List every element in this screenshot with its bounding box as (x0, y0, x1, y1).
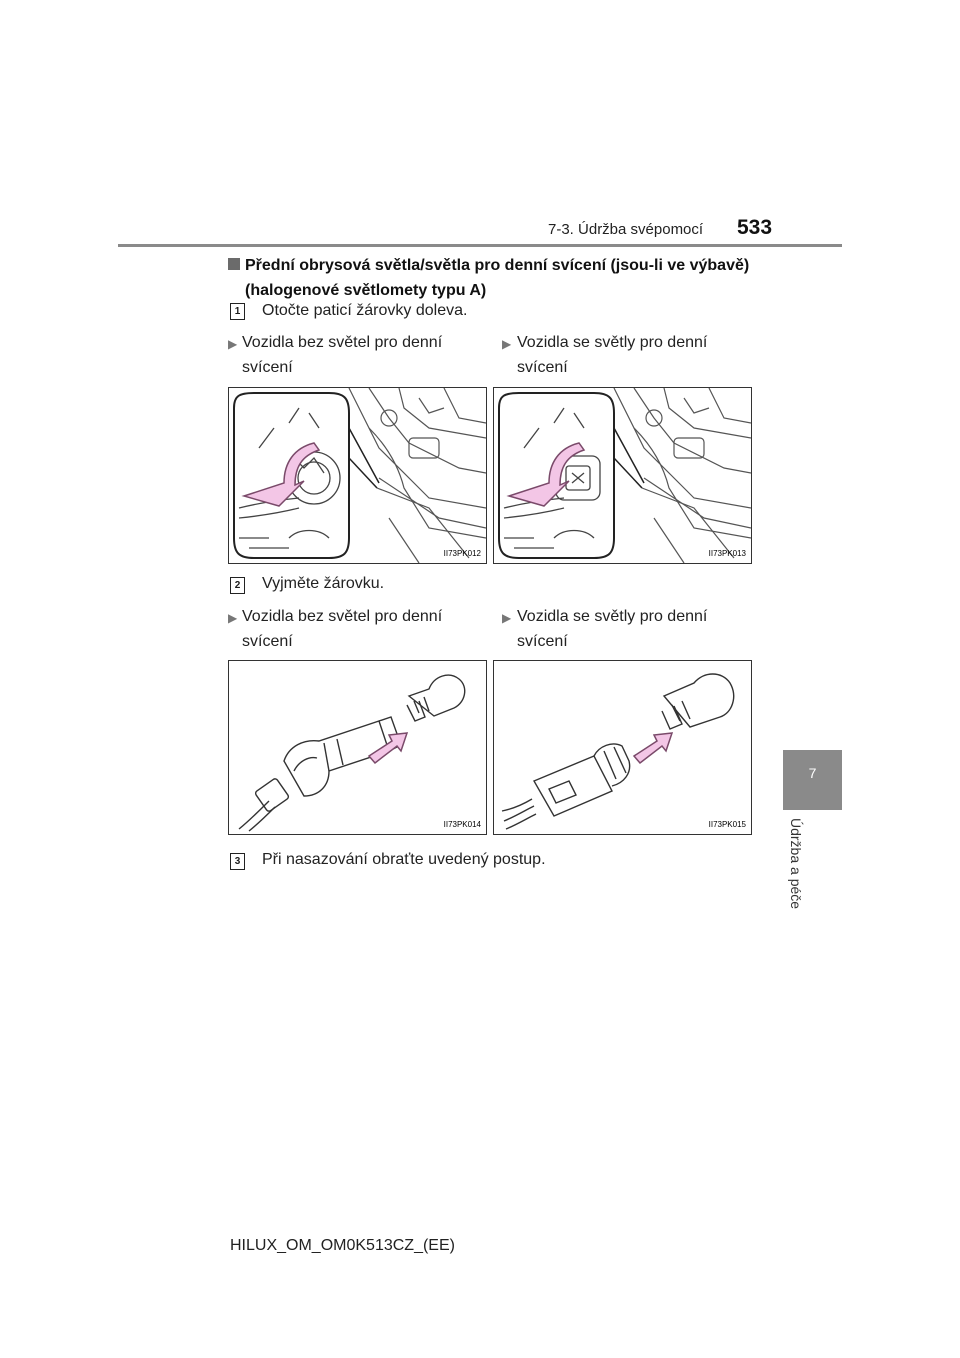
page-number: 533 (737, 216, 773, 239)
step-1-variant-1-label: Vozidla bez světel pro denní svícení (242, 334, 443, 376)
chapter-label-text: Údržba a péče (788, 818, 804, 910)
step-2-badge: 2 (230, 577, 245, 594)
variant-arrow-icon: ▶ (502, 611, 512, 625)
figure-rotate-socket-without-drl (228, 387, 487, 564)
variant-arrow-icon: ▶ (228, 611, 238, 625)
figure-code-1: II73PK012 (443, 549, 481, 558)
step-2-variant-1-label: Vozidla bez světel pro denní svícení (242, 608, 443, 650)
figure-code-2: II73PK013 (708, 549, 746, 558)
header-divider (118, 244, 842, 247)
chapter-number: 7 (808, 765, 817, 781)
section-marker-icon (228, 258, 240, 270)
figure-code-4: II73PK015 (708, 820, 746, 829)
figure-code-3: II73PK014 (443, 820, 481, 829)
figure-remove-bulb-without-drl (228, 660, 487, 835)
figure-rotate-socket-with-drl (493, 387, 752, 564)
variant-arrow-icon: ▶ (502, 337, 512, 351)
step-2-text: Vyjměte žárovku. (262, 575, 385, 592)
step-1-badge: 1 (230, 303, 245, 320)
step-1-text: Otočte paticí žárovky doleva. (262, 302, 468, 319)
step-2-variant-2-label: Vozidla se světly pro denní svícení (517, 608, 708, 650)
step-3-badge: 3 (230, 853, 245, 870)
document-code: HILUX_OM_OM0K513CZ_(EE) (230, 1237, 455, 1254)
step-1-variant-2-label: Vozidla se světly pro denní svícení (517, 334, 708, 376)
figure-remove-bulb-with-drl (493, 660, 752, 835)
chapter-label (788, 818, 808, 928)
variant-arrow-icon: ▶ (228, 337, 238, 351)
step-3-text: Při nasazování obraťte uvedený postup. (262, 851, 546, 868)
header-section-title: 7-3. Údržba svépomocí (548, 221, 704, 238)
section-title: Přední obrysová světla/světla pro denní svícení (jsou-li ve výbavě) (halogenové světlomety typu A) (245, 257, 750, 299)
